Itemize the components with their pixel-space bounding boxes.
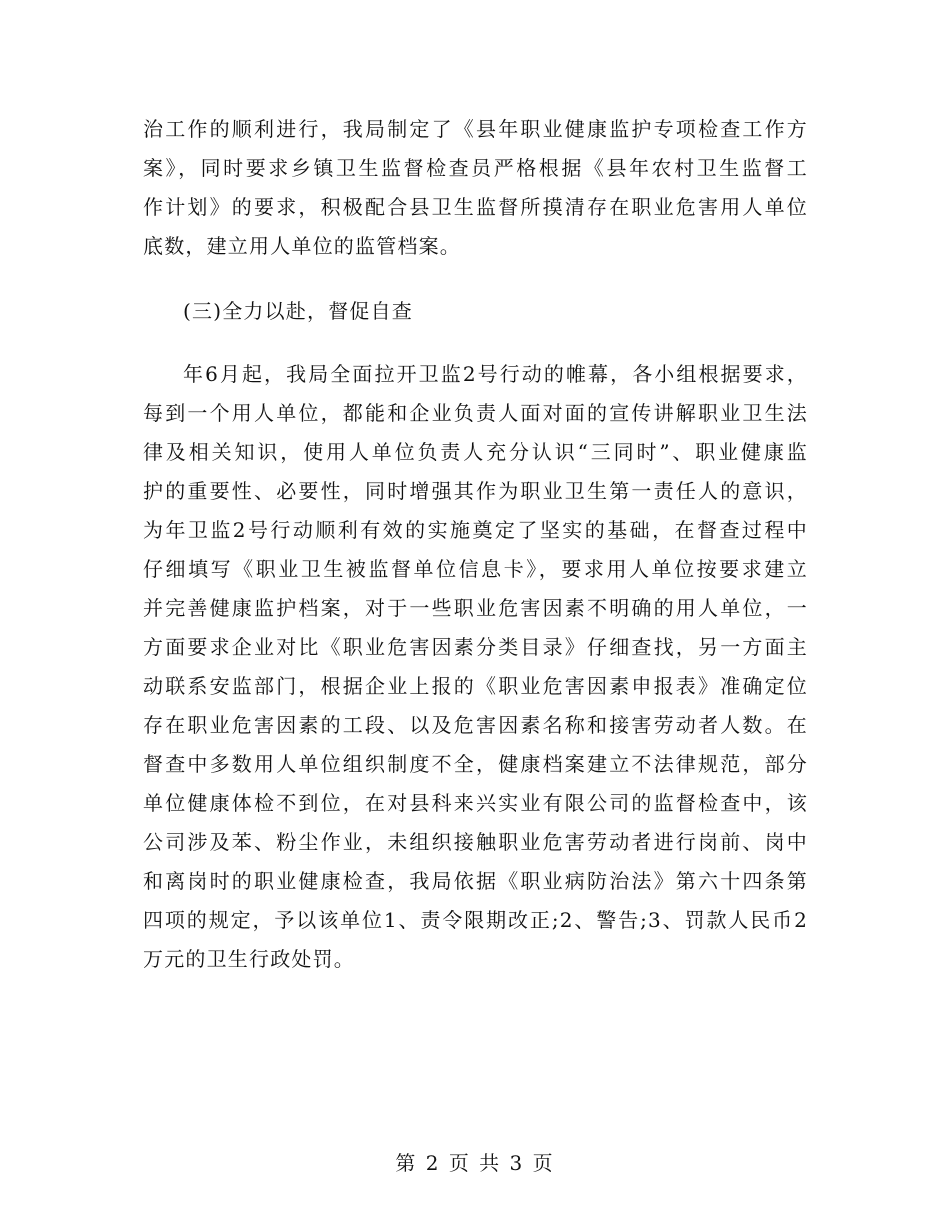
paragraph-line: 年6月起，我局全面拉开卫监2号行动的帷幕，各小组根据要求，	[183, 362, 808, 386]
paragraph-line: 每到一个用人单位，都能和企业负责人面对面的宣传讲解职业卫生法	[143, 401, 808, 425]
paragraph-line: 存在职业危害因素的工段、以及危害因素名称和接害劳动者人数。在	[143, 713, 808, 737]
paragraph-line: 为年卫监2号行动顺利有效的实施奠定了坚实的基础，在督查过程中	[143, 518, 808, 542]
paragraph-line: 万元的卫生行政处罚。	[143, 947, 355, 971]
paragraph-line: 仔细填写《职业卫生被监督单位信息卡》，要求用人单位按要求建立	[143, 557, 808, 581]
paragraph-line: 公司涉及苯、粉尘作业，未组织接触职业危害劳动者进行岗前、岗中	[143, 830, 808, 854]
paragraph-line: 单位健康体检不到位，在对县科来兴实业有限公司的监督检查中，该	[143, 791, 808, 815]
paragraph-line: 案》，同时要求乡镇卫生监督检查员严格根据《县年农村卫生监督工	[143, 156, 808, 180]
paragraph-2	[143, 355, 808, 979]
paragraph-line: 并完善健康监护档案，对于一些职业危害因素不明确的用人单位，一	[143, 596, 808, 620]
paragraph-line: 护的重要性、必要性，同时增强其作为职业卫生第一责任人的意识，	[143, 479, 808, 503]
paragraph-line: 底数，建立用人单位的监管档案。	[143, 234, 461, 258]
paragraph-line: 和离岗时的职业健康检查，我局依据《职业病防治法》第六十四条第	[143, 869, 808, 893]
paragraph-line: 方面要求企业对比《职业危害因素分类目录》仔细查找，另一方面主	[143, 635, 808, 659]
page-number-footer: 第 2 页 共 3 页	[395, 1151, 555, 1175]
paragraph-line: 动联系安监部门，根据企业上报的《职业危害因素申报表》准确定位	[143, 674, 808, 698]
paragraph-line: 治工作的顺利进行，我局制定了《县年职业健康监护专项检查工作方	[143, 117, 808, 141]
section-heading: (三)全力以赴，督促自查	[183, 299, 414, 323]
paragraph-line: 作计划》的要求，积极配合县卫生监督所摸清存在职业危害用人单位	[143, 195, 808, 219]
paragraph-line: 律及相关知识，使用人单位负责人充分认识“三同时”、职业健康监	[143, 440, 808, 464]
document-body	[143, 110, 808, 979]
paragraph-1	[143, 110, 808, 266]
paragraph-line: 四项的规定，予以该单位1、责令限期改正;2、警告;3、罚款人民币2	[143, 908, 808, 932]
paragraph-line: 督查中多数用人单位组织制度不全，健康档案建立不法律规范，部分	[143, 752, 808, 776]
